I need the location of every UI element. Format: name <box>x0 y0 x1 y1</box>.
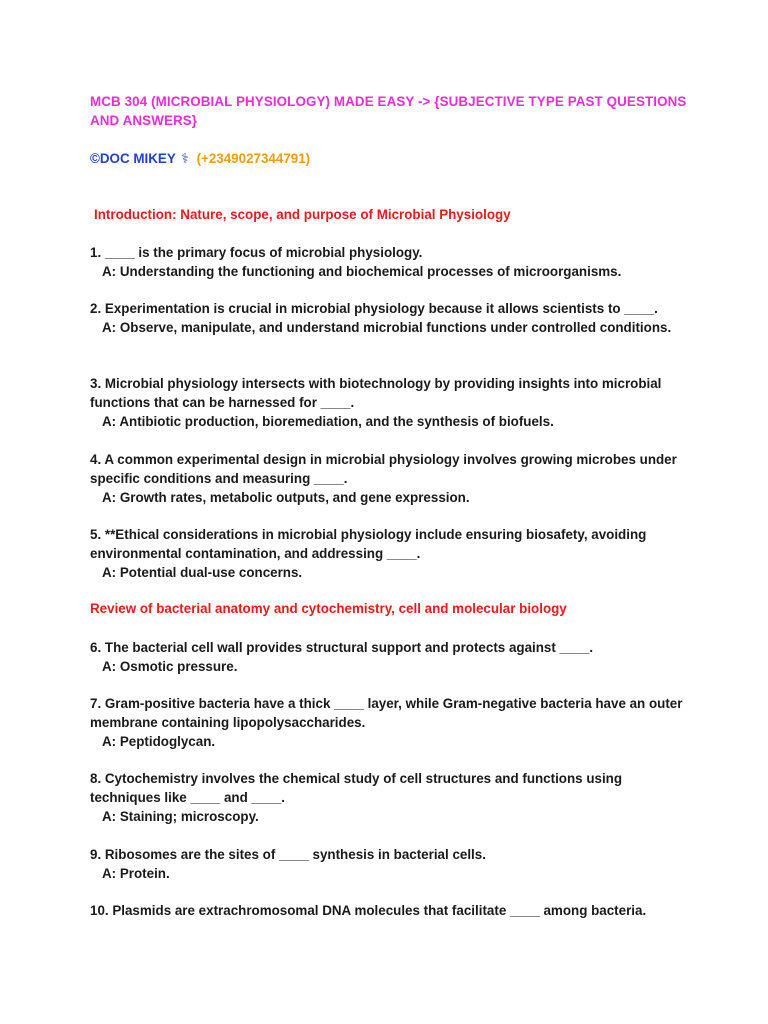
qa-item <box>90 525 690 582</box>
question-text: 10. Plasmids are extrachromosomal DNA molecules that facilitate ____ among bacteria. <box>90 903 647 918</box>
question-text: 3. Microbial physiology intersects with biotechnology by providing insights into microbial functions that can be harnessed for ____. <box>90 376 662 410</box>
document-title: MCB 304 (MICROBIAL PHYSIOLOGY) MADE EASY -> {SUBJECTIVE TYPE PAST QUESTIONS AND ANSWERS} <box>90 94 687 128</box>
qa-item <box>90 901 690 920</box>
qa-item <box>90 299 690 337</box>
qa-item <box>90 694 690 751</box>
qa-item <box>90 845 690 883</box>
qa-item <box>90 638 690 676</box>
question-text: 6. The bacterial cell wall provides structural support and protects against ____. <box>90 640 594 655</box>
question-text: 5. **Ethical considerations in microbial physiology include ensuring biosafety, avoiding environmental contamination, and addressing ____. <box>90 527 647 561</box>
section-heading: Review of bacterial anatomy and cytochemistry, cell and molecular biology <box>90 601 567 616</box>
section-heading: Introduction: Nature, scope, and purpose of Microbial Physiology <box>94 207 511 222</box>
qa-item <box>90 374 690 431</box>
author-name: ©DOC MIKEY <box>90 151 176 166</box>
answer-text: A: Protein. <box>102 866 170 881</box>
qa-item <box>90 769 690 826</box>
answer-text: A: Peptidoglycan. <box>102 734 216 749</box>
answer-text: A: Antibiotic production, bioremediation, and the synthesis of biofuels. <box>102 414 554 429</box>
caduceus-icon: ⚕ <box>181 151 189 167</box>
qa-item <box>90 243 690 281</box>
answer-text: A: Growth rates, metabolic outputs, and gene expression. <box>102 490 470 505</box>
answer-text: A: Understanding the functioning and biochemical processes of microorganisms. <box>102 264 622 279</box>
question-text: 7. Gram-positive bacteria have a thick ____ layer, while Gram-negative bacteria have an outer membrane containing lipopolysaccharides. <box>90 696 683 730</box>
question-text: 2. Experimentation is crucial in microbial physiology because it allows scientists to ____. <box>90 301 658 316</box>
question-text: 1. ____ is the primary focus of microbial physiology. <box>90 245 423 260</box>
answer-text: A: Staining; microscopy. <box>102 809 259 824</box>
answer-text: A: Potential dual-use concerns. <box>102 565 303 580</box>
question-text: 8. Cytochemistry involves the chemical study of cell structures and functions using techniques like ____ and ____. <box>90 771 623 805</box>
question-text: 4. A common experimental design in microbial physiology involves growing microbes under specific conditions and measuring ____. <box>90 452 677 486</box>
question-text: 9. Ribosomes are the sites of ____ synthesis in bacterial cells. <box>90 847 486 862</box>
author-phone: (+2349027344791) <box>196 151 311 166</box>
qa-item <box>90 450 690 507</box>
answer-text: A: Observe, manipulate, and understand microbial functions under controlled conditions. <box>102 320 672 335</box>
answer-text: A: Osmotic pressure. <box>102 659 238 674</box>
author-line <box>90 149 310 169</box>
